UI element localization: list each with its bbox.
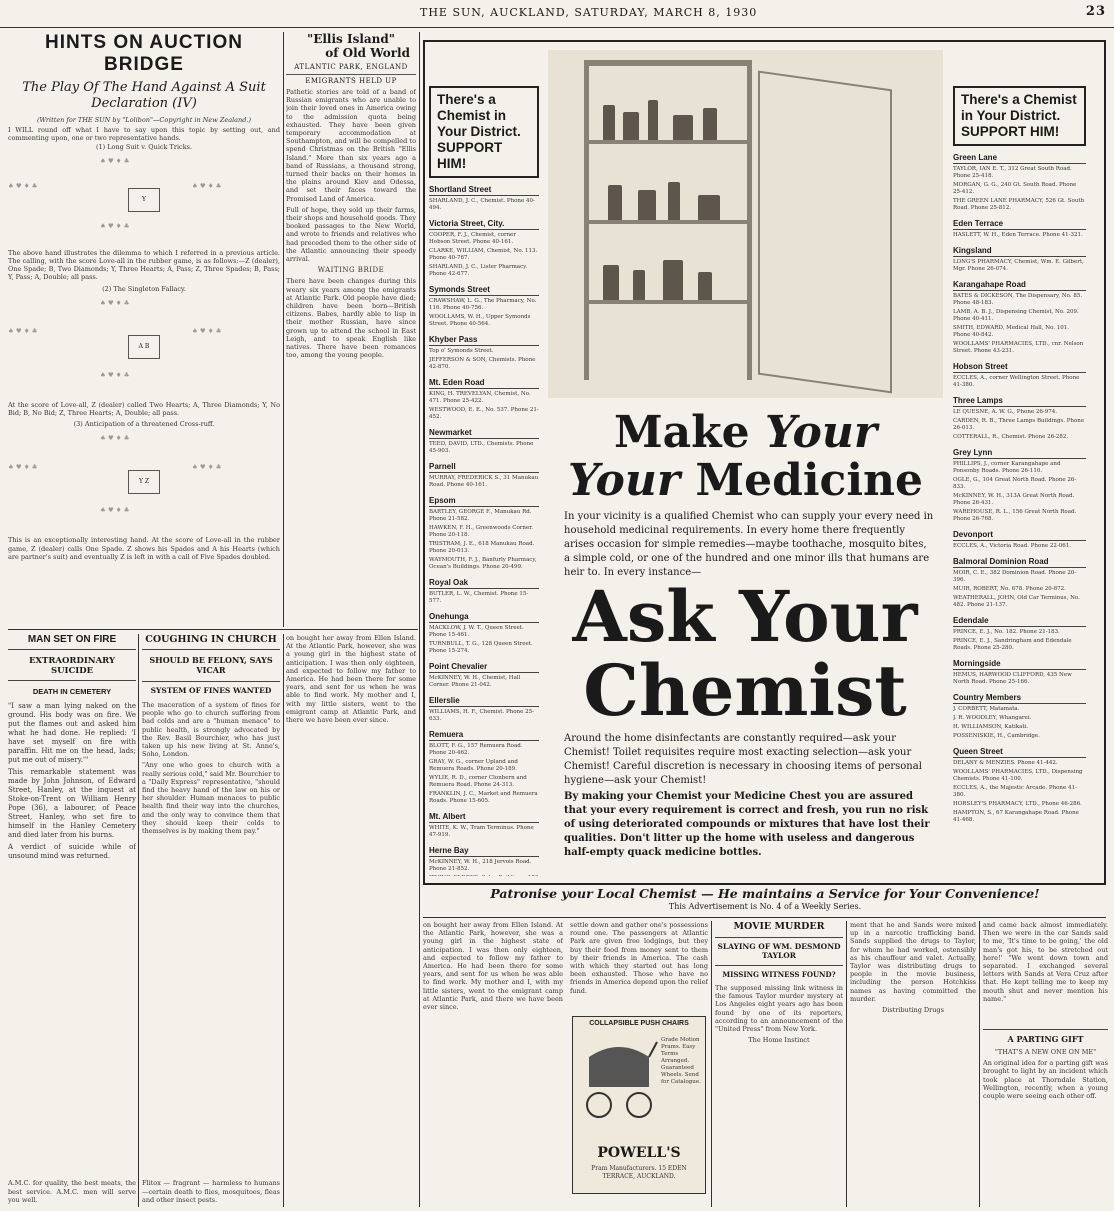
column-rule xyxy=(283,634,284,1207)
medicine-cabinet-illustration xyxy=(548,50,943,398)
directory-entry: CLARKE, WILLIAM, Chemist, No. 113. Phone 40-767. xyxy=(429,248,538,261)
directory-entry: JEFFERSON & SON, Chemists. Phone 42-870. xyxy=(429,357,536,370)
bridge-section-3: (3) Anticipation of a threatened Cross-ruff. xyxy=(73,420,215,429)
directory-entry: DELANY & MENZIES. Phone 41-442. xyxy=(953,760,1058,766)
bridge-diagram-2: ♠ ♥ ♦ ♣ ♠ ♥ ♦ ♣ A B ♠ ♥ ♦ ♣ ♠ ♥ ♦ ♣ xyxy=(8,298,222,379)
ellis-title: "Ellis Island" xyxy=(306,32,396,46)
directory-entry: KING, H. TREVELYAN, Chemist, No. 471. Phone 25-422. xyxy=(429,391,531,404)
ad-headline-1 xyxy=(548,408,943,458)
directory-entry: FRANKLIN, J. C., Market and Remuera Roads. Phone 15-605. xyxy=(429,791,538,804)
directory-section-heading: Three Lamps xyxy=(953,396,1086,407)
pram-features: Grade Motion Prams. Easy Terms Arranged. Guaranteed Wheels. Send for Catalogue. xyxy=(661,1037,701,1085)
murder-cont-subhead: Distributing Drugs xyxy=(882,1006,944,1015)
gift-para: An original idea for a parting gift was brought to light by an incident which took place at Thorndale Station, Wellington, recently, when a young couple were seeing each other off. xyxy=(983,1059,1108,1101)
directory-entry: CARDEN, R. B., Three Lamps Buildings. Phone 26-013. xyxy=(953,418,1085,431)
directory-section-heading: Parnell xyxy=(429,462,539,473)
directory-entry: McKINNEY, W. H., Chemist, Hall Corner. Phone 21-042. xyxy=(429,675,521,688)
murder-title: MOVIE MURDER xyxy=(733,921,825,932)
section-rule xyxy=(8,629,418,630)
directory-section-heading: Mt. Albert xyxy=(429,812,539,823)
directory-section-heading: Karangahape Road xyxy=(953,280,1086,291)
column-rule xyxy=(283,32,284,627)
ellis-cont-text: on bought her away from Ellen Island. At the Atlantic Park, however, she was a young girl in the highest state of anticipation. I was then only eighteen, and expected to follow my father to America. He had been there for some years, and sent for us when he was able to find work. My mother and I, with my little sisters, went to the emigrant camp at Atlantic Park, and there we have been ever since. xyxy=(286,634,416,725)
directory-entry: J. R. WOODLEY, Whangarei. xyxy=(953,715,1032,721)
ellis-para-2: Full of hope, they sold up their farms, their shops and household goods. They booked passages to the New World, and wrote to friends and relatives who had preceded them to the other side of the Atlantic announcing their speedy arrival. xyxy=(286,205,416,264)
directory-section-heading: Royal Oak xyxy=(429,578,539,589)
bridge-subtitle: The Play Of The Hand Against A Suit Declaration (IV) xyxy=(22,80,266,111)
column-rule xyxy=(979,921,980,1207)
directory-entry: McKINNEY, W. H., 218 Jervois Road. Phone 21-852. xyxy=(429,859,532,872)
directory-section-heading: Grey Lynn xyxy=(953,448,1086,459)
directory-entry: HAMPTON, S., 67 Karangahape Road. Phone 41-468. xyxy=(953,810,1079,823)
directory-entry: SMITH, EDWARD, Medical Hall, No. 101. Phone 40-842. xyxy=(953,325,1070,338)
directory-section-heading: Point Chevalier xyxy=(429,662,539,673)
directory-entry xyxy=(429,875,539,876)
bridge-article xyxy=(8,32,280,627)
directory-entry: WOOLLAMS, W. H., Upper Symonds Street. Phone 40-564. xyxy=(429,314,531,327)
masthead-rule xyxy=(0,27,1114,28)
directory-entry: TURNBULL, T. G., 128 Queen Street. Phone 15-274. xyxy=(429,641,533,654)
directory-entry: MOIR, C. E., 382 Dominion Road. Phone 20-396. xyxy=(953,570,1077,583)
directory-entry: BUTLER, L. W., Chemist. Phone 15-577. xyxy=(429,591,529,604)
directory-section-heading: Newmarket xyxy=(429,428,539,439)
directory-entry: WESTWOOD, E. E., No. 537. Phone 21-452. xyxy=(429,407,539,420)
directory-entry: LAMB, A. B. J., Dispensing Chemist, No. 209. Phone 40-411. xyxy=(953,309,1079,322)
ellis-continuation-3: settle down and gather one's possessions round one. The passengers at Atlantic Park are given free lodgings, but they buy their food from money sent to them by their friends in America. The cash with which they started out has long been exhausted. Those who have no friends in America depend upon the relief fund. xyxy=(570,921,708,995)
coughing-article xyxy=(142,634,280,1204)
pram-brand: POWELL'S xyxy=(597,1145,681,1161)
column-rule xyxy=(711,921,712,1207)
murder-cont-para-2: and came back almost immediately. Then we were in the car Sands said to me, 'It's time to be going,' the old man's got his, to be stretched out here!' "We went down town and separated. I exchanged several letters with Sands at Vera Cruz after that. He kept telling me to keep my mouth shut and never mention his name." xyxy=(983,921,1108,1003)
bridge-diagram-1: ♠ ♥ ♦ ♣ ♠ ♥ ♦ ♣ Y ♠ ♥ ♦ ♣ ♠ ♥ ♦ ♣ xyxy=(8,156,222,231)
bridge-table-1: Y xyxy=(128,188,160,212)
directory-section-heading: Victoria Street, City. xyxy=(429,219,539,230)
directory-entry: LE QUESNE, A. W. G., Phone 26-974. xyxy=(953,409,1057,415)
ad-footer xyxy=(425,886,1105,916)
directory-entry: TEED, DAVID, LTD., Chemists. Phone 45-903. xyxy=(429,441,534,454)
directory-entry: HORSLEY'S PHARMACY, LTD., Phone 46-286. xyxy=(953,801,1082,807)
directory-entry: POSSENISKIE, H., Cambridge. xyxy=(953,733,1040,739)
bridge-para-4: This is an exceptionally interesting hand. At the score of Love-all in the rubber game, Z (dealer) calls One Spade. Z shows his Spades and A his Hearts (which are partner's suit) and eventually Z is left in with a call of Five Spades doubled. xyxy=(8,536,280,561)
directory-entry: SHARLAND, J. C., Chemist. Phone 40-494. xyxy=(429,198,535,211)
directory-section-heading: Balmoral Dominion Road xyxy=(953,557,1086,568)
bridge-diagram-3: ♠ ♥ ♦ ♣ ♠ ♥ ♦ ♣ Y Z ♠ ♥ ♦ ♣ ♠ ♥ ♦ ♣ xyxy=(8,434,222,515)
ellis-subhead-1: ATLANTIC PARK, ENGLAND xyxy=(294,63,408,71)
masthead-title: THE SUN, AUCKLAND, SATURDAY, MARCH 8, 1930 xyxy=(420,6,758,19)
directory-left-header: There's a Chemist in Your District. SUPPORT HIM! xyxy=(429,86,539,178)
directory-entry: J. CORBETT, Matamata. xyxy=(953,706,1020,712)
parting-gift-column xyxy=(983,921,1108,1206)
directory-left-list xyxy=(429,185,539,876)
directory-section-heading: Herne Bay xyxy=(429,846,539,857)
directory-section-heading: Eden Terrace xyxy=(953,219,1086,230)
directory-section-heading: Country Members xyxy=(953,693,1086,704)
directory-entry: GRAY, W. G., corner Upland and Remuera Roads. Phone 20-189. xyxy=(429,759,518,772)
fire-para-1: "I saw a man lying naked on the ground. His body was on fire. We put the flames out and asked him what he had done. He replied: 'I have set myself on fire with paraffin. Hit me on the head, lads; put me out of misery.'" xyxy=(8,702,136,764)
ellis-continuation-2: on bought her away from Ellen Island. At the Atlantic Park, however, she was a young girl in the highest state of anticipation. I was then only eighteen, and expected to follow my father to America. He had been there for some years, and sent for us when he was able to find work. My mother and I, with my little sisters, went to the emigrant camp at Atlantic Park, and there we have been ever since. xyxy=(423,921,563,1012)
cough-title-3: SYSTEM OF FINES WANTED xyxy=(142,681,280,695)
directory-entry: CRAWSHAW, L. G., The Pharmacy, No. 116. Phone 40-756. xyxy=(429,298,537,311)
directory-right-list xyxy=(953,153,1086,824)
directory-entry: WHITE, K. W., Tram Terminus. Phone 47-919. xyxy=(429,825,534,838)
directory-entry: WILLIAMS, H. F., Chemist. Phone 25-633. xyxy=(429,709,534,722)
directory-section-heading: Queen Street xyxy=(953,747,1086,758)
directory-entry: MURRAY, FREDERICK S., 31 Manukau Road. Phone 40-161. xyxy=(429,475,539,488)
ellis-title-2: of Old World xyxy=(325,46,410,60)
pram-title: COLLAPSIBLE PUSH CHAIRS xyxy=(589,1020,689,1027)
bridge-title: HINTS ON AUCTION BRIDGE xyxy=(45,32,243,75)
directory-entry: WOOLLAMS' PHARMACIES, LTD., cnr. Nelson Street. Phone 43-231. xyxy=(953,341,1084,354)
directory-right xyxy=(953,86,1086,876)
directory-entry: MACKLOW, J. W. T., Queen Street. Phone 15-461. xyxy=(429,625,524,638)
murder-subhead: The Home Instinct xyxy=(748,1036,810,1045)
ellis-para-3: There have been changes during this weary six years among the emigrants at Atlantic Park. Old people have died; children have been born—British citizens. Babes, hardly able to lisp in their mother Russian, have since grown up to attend the school in East Leigh, and to speak English like natives. There have been romances too, among the young people. xyxy=(286,277,416,360)
murder-continuation xyxy=(850,921,976,1206)
directory-entry: TAYLOR, IAN E. T., 312 Great South Road. Phone 25-418. xyxy=(953,166,1072,179)
directory-entry: BLOTT, F. G., 157 Remuera Road. Phone 20-462. xyxy=(429,743,523,756)
cough-para-1: The maceration of a system of fines for people who go to church suffering from bad colds and are a "human menace" to public health, is strongly advocated by the Rev. Basil Bourchier, who has just taken up his new living at St. Anne's, Soho, London. xyxy=(142,701,280,759)
headline2-post: Medicine xyxy=(695,456,924,506)
ad-headline-2 xyxy=(548,456,943,506)
bridge-para-3: At the score of Love-all, Z (dealer) called Two Hearts; A, Three Diamonds; Y, No Bid; B, No Bid; Z, Three Hearts; A, Double; all pass. xyxy=(8,400,280,418)
directory-entry: COOPER, F. J., Chemist, corner Hobson Street. Phone 40-161. xyxy=(429,232,517,245)
directory-entry: PRINCE, E. J., Sandringham and Edendale Roads. Phone 25-280. xyxy=(953,638,1072,651)
bridge-section-2: (2) The Singleton Fallacy. xyxy=(102,284,186,293)
bridge-para-2: The above hand illustrates the dilemma to which I referred in a previous article. The calling, with the score Love-all in the rubber game, is as follows:—Z (dealer), One Spade; B, Two Diamonds; Y, Three Hearts; A, Pass; Z, Three Spades; B, Pass; Y, Pass; A, Double; all pass. xyxy=(8,248,280,282)
cough-title-2: SHOULD BE FELONY, SAYS VICAR xyxy=(149,655,273,675)
page-number: 23 xyxy=(1085,4,1106,19)
pram-icon xyxy=(579,1037,659,1127)
directory-entry: ECCLES, A., corner Wellington Street. Phone 41-380. xyxy=(953,375,1080,388)
pram-address: Pram Manufacturers. 15 EDEN TERRACE, AUCKLAND. xyxy=(591,1165,687,1181)
cough-footer: Flitox — fragrant — harmless to humans—certain death to flies, mosquitoes, fleas and other insect pests. xyxy=(142,1179,280,1204)
directory-entry: ECCLES, A., the Majestic Arcade. Phone 41-380. xyxy=(953,785,1077,798)
directory-entry: OGLE, G., 104 Great North Road. Phone 26-833. xyxy=(953,477,1077,490)
directory-section-heading: Shortland Street xyxy=(429,185,539,196)
directory-entry: WAREHOUSE, R. L., 156 Great North Road. Phone 26-768. xyxy=(953,509,1077,522)
ellis-subhead-2: EMIGRANTS HELD UP xyxy=(286,74,416,85)
movie-murder-article xyxy=(715,921,843,1206)
gift-title: A PARTING GIFT xyxy=(983,1029,1108,1044)
directory-entry: MUIR, ROBERT, No. 678. Phone 20-872. xyxy=(953,586,1066,592)
directory-entry: WEATHERALL, JOHN, Old Car Terminus, No. 482. Phone 21-137. xyxy=(953,595,1080,608)
directory-section-heading: Hobson Street xyxy=(953,362,1086,373)
directory-section-heading: Remuera xyxy=(429,730,539,741)
directory-entry: HAWKEN, F. H., Greenwoods Corner. Phone 20-118. xyxy=(429,525,533,538)
ad-series: This Advertisement is No. 4 of a Weekly Series. xyxy=(668,902,862,911)
directory-section-heading: Epsom xyxy=(429,496,539,507)
directory-section-heading: Morningside xyxy=(953,659,1086,670)
fire-title-2: EXTRAORDINARY SUICIDE xyxy=(8,656,136,681)
cough-para-2: "Any one who goes to church with a really serious cold," said Mr. Bourchier to a "Daily Express" representative, "should find the heavy hand of the law on his or her shoulder. Human menaces to public health find their way into the churches, and the only way to convince them that they should keep their colds to themselves is by making them pay." xyxy=(142,761,280,836)
bridge-table-3: Y Z xyxy=(128,470,160,494)
ellis-subhead-3: WAITING BRIDE xyxy=(317,266,385,275)
directory-section-heading: Mt. Eden Road xyxy=(429,378,539,389)
bridge-byline: (Written for THE SUN by "Lolibon"—Copyright in New Zealand.) xyxy=(36,116,252,124)
directory-entry: TRISTRAM, J. E., 618 Manukau Road. Phone 20-013. xyxy=(429,541,535,554)
murder-cont-para: ment that he and Sands were mixed up in a narcotic trafficking band. Sands supplied the drugs to Taylor, for whom he had worked, ostensibly as his chauffeur and valet. Actually, Taylor was distributing drugs to people in the movie business, including the person Hotchkiss names as having committed the murder. xyxy=(850,921,976,1003)
directory-section-heading: Devonport xyxy=(953,530,1086,541)
ellis-island-article xyxy=(286,32,416,627)
directory-entry: BARTLEY, GEORGE F., Manukau Rd. Phone 21-582. xyxy=(429,509,532,522)
ellis-continuation xyxy=(286,634,416,1204)
ellis-para-1: Pathetic stories are told of a band of Russian emigrants who are unable to join their loved ones in America owing to the admission quota being exhausted. They have been given temporary accommodation at Southampton, and will be compelled to spend Christmas on the British "Ellis Island." More than six years ago a band of Russians, a thousand strong, turned their backs on their homes in the plains around Kiev and Odessa, and set their faces toward the Promised Land of America. xyxy=(286,88,416,203)
fire-title: MAN SET ON FIRE xyxy=(8,634,136,650)
column-rule xyxy=(138,634,139,1207)
directory-section-heading: Kingsland xyxy=(953,246,1086,257)
pram-ad xyxy=(572,1016,706,1194)
directory-entry: H. WILLIAMSON, Katikati. xyxy=(953,724,1029,730)
directory-entry: BATES & DICKESON, The Dispensary, No. 85. Phone 48-183. xyxy=(953,293,1083,306)
directory-entry: HASLETT, W. H., Eden Terrace. Phone 41-321. xyxy=(953,232,1083,238)
murder-title-3: MISSING WITNESS FOUND? xyxy=(715,965,843,979)
cough-title: COUGHING IN CHURCH xyxy=(142,634,280,650)
directory-entry: ECCLES, A., Victoria Road. Phone 22-061. xyxy=(953,543,1071,549)
directory-entry: McKINNEY, W. H., 313A Great North Road. Phone 26-431. xyxy=(953,493,1075,506)
column-rule xyxy=(419,32,420,1207)
directory-entry: PRINCE, E. J., No. 182. Phone 21-183. xyxy=(953,629,1060,635)
directory-entry: MORGAN, G. G., 240 Gt. South Road. Phone 25-412. xyxy=(953,182,1077,195)
headline1-pre: Make xyxy=(613,408,765,458)
ad-body-3: By making your Chemist your Medicine Chest you are assured that your every requirement is correct and fresh, you run no risk of using deteriorated compounds or mixtures that have lost their qualities. Don't litter up the home with useless and dangerous half-empty quack medicine bottles. xyxy=(564,791,930,858)
directory-entry: WOOLLAMS' PHARMACIES, LTD., Dispensing Chemists. Phone 41-100. xyxy=(953,769,1083,782)
fire-title-3: DEATH IN CEMETERY xyxy=(32,687,112,696)
directory-right-header: There's a Chemist in Your District. SUPPORT HIM! xyxy=(953,86,1086,146)
ad-body-1: In your vicinity is a qualified Chemist who can supply your every need in household medicinal requirements. In every home there frequently arises occasion for simple remedies—maybe toothache, mosquito bites, a simple cold, or one of the hundred and one minor ills that humans are heir to. In every instance— xyxy=(564,511,934,578)
ad-body-2: Around the home disinfectants are constantly required—ask your Chemist! Toilet requisites require most exacting selection—ask your Chemist! Careful discretion is necessary in choosing items of personal hygiene—ask your Chemist! xyxy=(564,733,922,786)
directory-entry: LONG'S PHARMACY, Chemist, Wm. E. Gilbert, Mgr. Phone 26-074. xyxy=(953,259,1084,272)
directory-section-heading: Khyber Pass xyxy=(429,335,539,346)
ad-tagline: Patronise your Local Chemist — He maintains a Service for Your Convenience! xyxy=(490,886,1040,901)
directory-entry: WYLIE, R. D., corner Clonbern and Remuera Road. Phone 24-313. xyxy=(429,775,527,788)
ad-ask-your-chemist: Ask Your Chemist xyxy=(572,580,918,730)
gift-subhead: "THAT'S A NEW ONE ON ME" xyxy=(994,1048,1097,1056)
directory-entry: WAYMOUTH, F. J., Banfurly Pharmacy, Ocean's Buildings. Phone 20-499. xyxy=(429,557,537,570)
man-on-fire-article xyxy=(8,634,136,1204)
section-rule xyxy=(423,917,1106,918)
headline1-em: Your xyxy=(764,408,878,458)
bridge-intro: I WILL round off what I have to say upon this topic by setting out, and commenting upon, one or two representative hands. xyxy=(8,126,280,143)
headline2-em: Your xyxy=(567,456,681,506)
fire-para-3: A verdict of suicide while of unsound mind was returned. xyxy=(8,843,136,860)
directory-section-heading: Ellerslie xyxy=(429,696,539,707)
directory-entry: HEMUS, HARWOOD CLIFFORD, 435 New North Road. Phone 25-166. xyxy=(953,672,1072,685)
directory-entry: SHARLAND, J. C., Lister Pharmacy. Phone 42-677. xyxy=(429,264,528,277)
murder-title-2: SLAYING OF WM. DESMOND TAYLOR xyxy=(715,937,843,960)
masthead xyxy=(0,0,1114,28)
directory-section-heading: Edendale xyxy=(953,616,1086,627)
bridge-section-1: (1) Long Suit v. Quick Tricks. xyxy=(95,142,193,151)
directory-section-heading: Onehunga xyxy=(429,612,539,623)
directory-entry: THE GREEN LANE PHARMACY, 526 Gt. South Road. Phone 25-812. xyxy=(953,198,1085,211)
directory-left xyxy=(429,86,539,876)
fire-para-2: This remarkable statement was made by John Johnson, of Edward Street, Hanley, at the inquest at Stoke-on-Trent on William Henry Pope (36), a labourer, of Peace Street, Hanley, who set fire to himself in the Hanley Cemetery and died later from his burns. xyxy=(8,768,136,839)
directory-entry: COTTERALL, R., Chemist. Phone 26-282. xyxy=(953,434,1069,440)
bridge-table-2: A B xyxy=(128,335,160,359)
directory-entry: Top o' Symonds Street. xyxy=(429,348,494,354)
murder-para-1: The supposed missing link witness in the famous Taylor murder mystery at Los Angeles eight years ago has been found by one of its reporters, according to an announcement of the "United Press" from New York. xyxy=(715,984,843,1034)
directory-section-heading: Symonds Street xyxy=(429,285,539,296)
directory-section-heading: Green Lane xyxy=(953,153,1086,164)
directory-entry: PHILLIPS, J., corner Karangahape and Ponsonby Roads. Phone 26-110. xyxy=(953,461,1061,474)
column-rule xyxy=(846,921,847,1207)
fire-footer: A.M.C. for quality, the best meats, the best service. A.M.C. men will serve you well. xyxy=(8,1179,136,1204)
